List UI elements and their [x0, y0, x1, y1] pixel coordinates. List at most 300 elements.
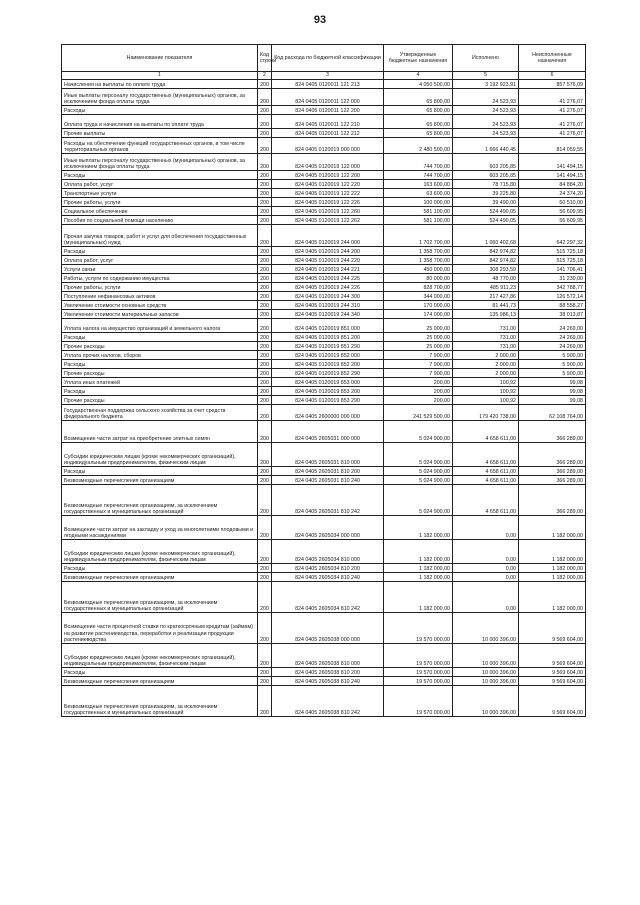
- unexecuted-amount: 141 706,41: [519, 265, 586, 274]
- approved-amount: 65 800,00: [384, 129, 453, 138]
- approved-amount: 200,00: [384, 378, 453, 387]
- unexecuted-amount: 126 572,14: [519, 292, 586, 301]
- executed-amount: 524 490,05: [453, 216, 519, 225]
- executed-amount: 24 523,93: [453, 89, 519, 106]
- indicator-name: Прочая закупка товаров, работ и услуг для обеспечения государственных (муниципальных) нужд: [62, 225, 258, 247]
- unexecuted-amount: 366 289,00: [519, 467, 586, 476]
- indicator-name: Безвозмездные перечисления организациям, за исключением государственных и муниципальных организаций: [62, 582, 258, 613]
- expense-code: 824 0405 0120011 122 200: [272, 106, 384, 115]
- executed-amount: 24 523,93: [453, 129, 519, 138]
- approved-amount: 80 000,00: [384, 274, 453, 283]
- line-code: 200: [258, 115, 272, 129]
- indicator-name: Прочие выплаты: [62, 129, 258, 138]
- indicator-name: Прочие расходы: [62, 396, 258, 405]
- executed-amount: 4 658 611,00: [453, 421, 519, 443]
- table-row: [62, 138, 586, 154]
- indicator-name: Возмещение части затрат на приобретение элитных семян: [62, 421, 258, 443]
- unexecuted-amount: 9 569 604,00: [519, 668, 586, 677]
- indicator-name: Безвозмездные перечисления организациям: [62, 573, 258, 582]
- indicator-name: Безвозмездные перечисления организациям: [62, 677, 258, 686]
- line-code: 200: [258, 540, 272, 564]
- unexecuted-amount: 5 900,00: [519, 360, 586, 369]
- line-code: 200: [258, 342, 272, 351]
- approved-amount: 170 000,00: [384, 301, 453, 310]
- approved-amount: 581 100,00: [384, 216, 453, 225]
- unexecuted-amount: 342 788,77: [519, 283, 586, 292]
- column-number: 2: [258, 72, 272, 80]
- line-code: 200: [258, 283, 272, 292]
- table-row: [62, 443, 586, 467]
- expense-code: 824 0405 2605031 810 000: [272, 443, 384, 467]
- line-code: 200: [258, 216, 272, 225]
- expense-code: 824 0405 0120011 121 213: [272, 80, 384, 89]
- executed-amount: 48 770,00: [453, 274, 519, 283]
- indicator-name: Начисления на выплаты по оплате труда: [62, 80, 258, 89]
- executed-amount: 731,00: [453, 342, 519, 351]
- expense-code: 824 0405 2605034 810 000: [272, 540, 384, 564]
- executed-amount: 135 986,13: [453, 310, 519, 319]
- expense-code: 824 0405 0120019 122 200: [272, 171, 384, 180]
- table-row: [62, 476, 586, 485]
- expense-code: 824 0405 0120019 244 200: [272, 247, 384, 256]
- unexecuted-amount: 99,08: [519, 387, 586, 396]
- line-code: 200: [258, 686, 272, 717]
- line-code: 200: [258, 310, 272, 319]
- expense-code: 824 0405 0120019 853 000: [272, 378, 384, 387]
- table-row: [62, 319, 586, 333]
- indicator-name: Субсидии юридическим лицам (кроме некоммерческих организаций), индивидуальным предпринимателям, физическим лицам: [62, 540, 258, 564]
- line-code: 200: [258, 333, 272, 342]
- table-row: [62, 564, 586, 573]
- table-row: [62, 274, 586, 283]
- executed-amount: 2 000,00: [453, 369, 519, 378]
- table-row: [62, 342, 586, 351]
- unexecuted-amount: 5 900,00: [519, 369, 586, 378]
- indicator-name: Государственная поддержка сельского хозяйства за счет средств федерального бюджета: [62, 405, 258, 421]
- executed-amount: 100,92: [453, 396, 519, 405]
- table-row: [62, 516, 586, 540]
- expense-code: 824 0405 0120019 122 260: [272, 207, 384, 216]
- table-row: [62, 292, 586, 301]
- unexecuted-amount: 9 569 604,00: [519, 613, 586, 644]
- table-row: [62, 686, 586, 717]
- expense-code: 824 0405 0120019 122 222: [272, 189, 384, 198]
- line-code: 200: [258, 485, 272, 516]
- table-row: [62, 351, 586, 360]
- approved-amount: 4 050 500,00: [384, 80, 453, 89]
- unexecuted-amount: 9 569 604,00: [519, 677, 586, 686]
- expense-code: 824 0405 0120019 244 221: [272, 265, 384, 274]
- unexecuted-amount: 41 276,07: [519, 89, 586, 106]
- table-row: [62, 677, 586, 686]
- column-number: 4: [384, 72, 453, 80]
- indicator-name: Поступление нефинансовых активов: [62, 292, 258, 301]
- indicator-name: Работы, услуги по содержанию имущества: [62, 274, 258, 283]
- indicator-name: Уплата иных платежей: [62, 378, 258, 387]
- executed-amount: 1 060 402,68: [453, 225, 519, 247]
- approved-amount: 7 900,00: [384, 369, 453, 378]
- line-code: 200: [258, 351, 272, 360]
- unexecuted-amount: 41 276,07: [519, 129, 586, 138]
- table-row: [62, 283, 586, 292]
- table-row: [62, 485, 586, 516]
- expense-code: 824 0405 0120019 244 300: [272, 292, 384, 301]
- expense-code: 824 0405 0120011 122 000: [272, 89, 384, 106]
- unexecuted-amount: 5 900,00: [519, 351, 586, 360]
- indicator-name: Пособия по социальной помощи населению: [62, 216, 258, 225]
- header-unexecuted: Неисполненные назначения: [519, 45, 586, 72]
- unexecuted-amount: 24 269,00: [519, 319, 586, 333]
- unexecuted-amount: 1 182 000,00: [519, 573, 586, 582]
- line-code: 200: [258, 467, 272, 476]
- line-code: 200: [258, 89, 272, 106]
- table-row: [62, 154, 586, 171]
- header-row: [62, 45, 586, 72]
- indicator-name: Социальное обеспечение: [62, 207, 258, 216]
- unexecuted-amount: 24 269,00: [519, 333, 586, 342]
- executed-amount: 217 427,86: [453, 292, 519, 301]
- executed-amount: 10 000 396,00: [453, 613, 519, 644]
- line-code: 200: [258, 613, 272, 644]
- line-code: 200: [258, 180, 272, 189]
- unexecuted-amount: 366 289,00: [519, 443, 586, 467]
- unexecuted-amount: 1 182 000,00: [519, 582, 586, 613]
- indicator-name: Прочие расходы: [62, 342, 258, 351]
- approved-amount: 241 529 500,00: [384, 405, 453, 421]
- expense-code: 824 0405 0120019 244 340: [272, 310, 384, 319]
- approved-amount: 581 100,00: [384, 207, 453, 216]
- column-number-row: [62, 72, 586, 80]
- approved-amount: 1 702 700,00: [384, 225, 453, 247]
- approved-amount: 200,00: [384, 396, 453, 405]
- unexecuted-amount: 366 289,00: [519, 485, 586, 516]
- page-number: 93: [313, 14, 327, 26]
- approved-amount: 1 182 000,00: [384, 582, 453, 613]
- expense-code: 824 0405 2605034 810 242: [272, 582, 384, 613]
- line-code: 200: [258, 573, 272, 582]
- executed-amount: 0,00: [453, 573, 519, 582]
- approved-amount: 65 800,00: [384, 106, 453, 115]
- table-row: [62, 378, 586, 387]
- executed-amount: 24 523,93: [453, 115, 519, 129]
- expense-code: 824 0405 2605031 810 242: [272, 485, 384, 516]
- approved-amount: 25 000,00: [384, 333, 453, 342]
- executed-amount: 39 225,80: [453, 189, 519, 198]
- table-row: [62, 198, 586, 207]
- approved-amount: 2 480 500,00: [384, 138, 453, 154]
- executed-amount: 308 293,59: [453, 265, 519, 274]
- expense-code: 824 0405 0120019 853 290: [272, 396, 384, 405]
- line-code: 200: [258, 396, 272, 405]
- unexecuted-amount: 38 013,87: [519, 310, 586, 319]
- indicator-name: Субсидии юридическим лицам (кроме некоммерческих организаций), индивидуальным предпринимателям, физическим лицам: [62, 443, 258, 467]
- table-row: [62, 171, 586, 180]
- unexecuted-amount: 56 609,95: [519, 207, 586, 216]
- approved-amount: 1 182 000,00: [384, 564, 453, 573]
- executed-amount: 524 490,05: [453, 207, 519, 216]
- unexecuted-amount: 515 725,18: [519, 256, 586, 265]
- unexecuted-amount: 56 609,95: [519, 216, 586, 225]
- indicator-name: Услуги связи: [62, 265, 258, 274]
- unexecuted-amount: 366 289,00: [519, 476, 586, 485]
- executed-amount: 603 205,85: [453, 154, 519, 171]
- table-row: [62, 106, 586, 115]
- table-row: [62, 189, 586, 198]
- line-code: 200: [258, 106, 272, 115]
- line-code: 200: [258, 387, 272, 396]
- unexecuted-amount: 141 494,15: [519, 154, 586, 171]
- unexecuted-amount: 9 569 604,00: [519, 686, 586, 717]
- executed-amount: 2 000,00: [453, 360, 519, 369]
- expense-code: 824 0405 0120019 244 000: [272, 225, 384, 247]
- line-code: 200: [258, 378, 272, 387]
- table-row: [62, 265, 586, 274]
- line-code: 200: [258, 644, 272, 668]
- executed-amount: 0,00: [453, 540, 519, 564]
- line-code: 200: [258, 274, 272, 283]
- indicator-name: Увеличение стоимости основных средств: [62, 301, 258, 310]
- table-row: [62, 613, 586, 644]
- table-row: [62, 573, 586, 582]
- table-row: [62, 540, 586, 564]
- executed-amount: 10 000 396,00: [453, 668, 519, 677]
- approved-amount: 7 900,00: [384, 360, 453, 369]
- table-row: [62, 247, 586, 256]
- executed-amount: 100,92: [453, 378, 519, 387]
- indicator-name: Иные выплаты персоналу государственных (муниципальных) органов, за исключением фонда оплаты труда: [62, 154, 258, 171]
- indicator-name: Расходы: [62, 247, 258, 256]
- line-code: 200: [258, 369, 272, 378]
- table-row: [62, 310, 586, 319]
- approved-amount: 5 024 900,00: [384, 421, 453, 443]
- unexecuted-amount: 814 059,55: [519, 138, 586, 154]
- table-row: [62, 207, 586, 216]
- approved-amount: 1 182 000,00: [384, 516, 453, 540]
- expense-code: 824 0405 0120019 851 200: [272, 333, 384, 342]
- executed-amount: 4 658 611,00: [453, 443, 519, 467]
- approved-amount: 100 000,00: [384, 198, 453, 207]
- unexecuted-amount: 1 182 000,00: [519, 540, 586, 564]
- executed-amount: 78 715,80: [453, 180, 519, 189]
- line-code: 200: [258, 154, 272, 171]
- executed-amount: 0,00: [453, 564, 519, 573]
- indicator-name: Расходы: [62, 333, 258, 342]
- unexecuted-amount: 24 269,00: [519, 342, 586, 351]
- line-code: 200: [258, 443, 272, 467]
- indicator-name: Оплата работ, услуг: [62, 180, 258, 189]
- unexecuted-amount: 60 510,00: [519, 198, 586, 207]
- expense-code: 824 0405 0120011 122 212: [272, 129, 384, 138]
- approved-amount: 163 600,00: [384, 180, 453, 189]
- indicator-name: Прочие работы, услуги: [62, 283, 258, 292]
- table-row: [62, 115, 586, 129]
- indicator-name: Оплата работ, услуг: [62, 256, 258, 265]
- table-row: [62, 216, 586, 225]
- approved-amount: 1 358 700,00: [384, 247, 453, 256]
- unexecuted-amount: 642 297,32: [519, 225, 586, 247]
- indicator-name: Расходы: [62, 467, 258, 476]
- indicator-name: Транспортные услуги: [62, 189, 258, 198]
- approved-amount: 5 024 900,00: [384, 476, 453, 485]
- table-row: [62, 89, 586, 106]
- expense-code: 824 0405 0120019 244 220: [272, 256, 384, 265]
- indicator-name: Безвозмездные перечисления организациям, за исключением государственных и муниципальных организаций: [62, 485, 258, 516]
- executed-amount: 0,00: [453, 582, 519, 613]
- approved-amount: 744 700,00: [384, 171, 453, 180]
- approved-amount: 344 000,00: [384, 292, 453, 301]
- table-row: [62, 129, 586, 138]
- executed-amount: 179 420 738,00: [453, 405, 519, 421]
- executed-amount: 39 490,00: [453, 198, 519, 207]
- column-number: 3: [272, 72, 384, 80]
- expense-code: 824 0405 0120019 853 200: [272, 387, 384, 396]
- unexecuted-amount: 99,08: [519, 396, 586, 405]
- indicator-name: Уплата прочих налогов, сборов: [62, 351, 258, 360]
- line-code: 200: [258, 265, 272, 274]
- header-indicator-name: Наименование показателя: [62, 45, 258, 72]
- line-code: 200: [258, 292, 272, 301]
- unexecuted-amount: 1 182 000,00: [519, 564, 586, 573]
- unexecuted-amount: 41 276,07: [519, 115, 586, 129]
- expense-code: 824 0405 2605038 000 000: [272, 613, 384, 644]
- expense-code: 824 0405 0120019 852 200: [272, 360, 384, 369]
- line-code: 200: [258, 171, 272, 180]
- indicator-name: Иные выплаты персоналу государственных (муниципальных) органов, за исключением фонда оплаты труда: [62, 89, 258, 106]
- table-row: [62, 360, 586, 369]
- expense-code: 824 0405 0120019 852 000: [272, 351, 384, 360]
- executed-amount: 24 523,93: [453, 106, 519, 115]
- indicator-name: Возмещение части процентной ставки по краткосрочным кредитам (займам) на развитие растениеводства, переработки и реализации продукции растениеводства: [62, 613, 258, 644]
- unexecuted-amount: 99,08: [519, 378, 586, 387]
- indicator-name: Уплата налога на имущество организаций и земельного налога: [62, 319, 258, 333]
- expense-code: 824 0405 2605031 000 000: [272, 421, 384, 443]
- expense-code: 824 0405 0120019 244 310: [272, 301, 384, 310]
- expense-code: 824 0405 0120019 122 226: [272, 198, 384, 207]
- expense-code: 824 0405 0120019 244 225: [272, 274, 384, 283]
- expense-code: 824 0405 0120011 122 210: [272, 115, 384, 129]
- executed-amount: 485 911,23: [453, 283, 519, 292]
- table-row: [62, 396, 586, 405]
- approved-amount: 19 570 000,00: [384, 668, 453, 677]
- table-row: [62, 180, 586, 189]
- line-code: 200: [258, 677, 272, 686]
- unexecuted-amount: 1 182 000,00: [519, 516, 586, 540]
- unexecuted-amount: 515 725,18: [519, 247, 586, 256]
- executed-amount: 731,00: [453, 333, 519, 342]
- expense-code: 824 0405 0120019 852 290: [272, 369, 384, 378]
- approved-amount: 200,00: [384, 387, 453, 396]
- table-row: [62, 668, 586, 677]
- line-code: 200: [258, 421, 272, 443]
- expense-code: 824 0405 0120019 122 220: [272, 180, 384, 189]
- table-row: [62, 387, 586, 396]
- expense-code: 824 0405 2605034 810 200: [272, 564, 384, 573]
- expense-code: 824 0405 2605038 810 240: [272, 677, 384, 686]
- indicator-name: Расходы: [62, 387, 258, 396]
- header-executed: Исполнено: [453, 45, 519, 72]
- expense-code: 824 0405 0120019 851 000: [272, 319, 384, 333]
- line-code: 200: [258, 256, 272, 265]
- line-code: 200: [258, 80, 272, 89]
- approved-amount: 19 570 000,00: [384, 613, 453, 644]
- executed-amount: 603 205,85: [453, 171, 519, 180]
- executed-amount: 100,92: [453, 387, 519, 396]
- executed-amount: 10 000 396,00: [453, 686, 519, 717]
- line-code: 200: [258, 668, 272, 677]
- line-code: 200: [258, 405, 272, 421]
- unexecuted-amount: 62 108 764,00: [519, 405, 586, 421]
- unexecuted-amount: 141 494,15: [519, 171, 586, 180]
- table-body: [62, 80, 586, 717]
- indicator-name: Оплата труда и начисления на выплаты по оплате труда: [62, 115, 258, 129]
- expense-code: 824 0405 2605034 000 000: [272, 516, 384, 540]
- executed-amount: 4 658 611,00: [453, 476, 519, 485]
- line-code: 200: [258, 516, 272, 540]
- table-row: [62, 421, 586, 443]
- line-code: 200: [258, 225, 272, 247]
- executed-amount: 842 974,82: [453, 247, 519, 256]
- indicator-name: Расходы: [62, 564, 258, 573]
- table-row: [62, 301, 586, 310]
- expense-code: 824 0405 2605031 810 200: [272, 467, 384, 476]
- line-code: 200: [258, 564, 272, 573]
- expense-code: 824 0405 0120019 000 000: [272, 138, 384, 154]
- indicator-name: Возмещение части затрат на закладку и уход за многолетними плодовыми и ягодными насаждениями: [62, 516, 258, 540]
- executed-amount: 4 658 611,00: [453, 467, 519, 476]
- line-code: 200: [258, 198, 272, 207]
- table-row: [62, 256, 586, 265]
- budget-execution-table: [61, 44, 586, 717]
- table-row: [62, 225, 586, 247]
- executed-amount: 842 974,82: [453, 256, 519, 265]
- line-code: 200: [258, 360, 272, 369]
- unexecuted-amount: 84 884,20: [519, 180, 586, 189]
- indicator-name: Прочие работы, услуги: [62, 198, 258, 207]
- column-number: 1: [62, 72, 258, 80]
- executed-amount: 1 666 440,45: [453, 138, 519, 154]
- indicator-name: Расходы: [62, 668, 258, 677]
- expense-code: 824 0405 2600000 000 000: [272, 405, 384, 421]
- line-code: 200: [258, 189, 272, 198]
- indicator-name: Прочие расходы: [62, 369, 258, 378]
- approved-amount: 19 570 000,00: [384, 686, 453, 717]
- table-row: [62, 333, 586, 342]
- approved-amount: 25 000,00: [384, 319, 453, 333]
- unexecuted-amount: 24 374,20: [519, 189, 586, 198]
- approved-amount: 1 358 700,00: [384, 256, 453, 265]
- approved-amount: 174 000,00: [384, 310, 453, 319]
- line-code: 200: [258, 247, 272, 256]
- approved-amount: 63 600,00: [384, 189, 453, 198]
- approved-amount: 65 800,00: [384, 89, 453, 106]
- table-row: [62, 644, 586, 668]
- approved-amount: 1 182 000,00: [384, 540, 453, 564]
- line-code: 200: [258, 207, 272, 216]
- indicator-name: Субсидии юридическим лицам (кроме некоммерческих организаций), индивидуальным предпринимателям, физическим лицам: [62, 644, 258, 668]
- approved-amount: 5 024 900,00: [384, 443, 453, 467]
- indicator-name: Увеличение стоимости материальных запасов: [62, 310, 258, 319]
- unexecuted-amount: 366 289,00: [519, 421, 586, 443]
- unexecuted-amount: 41 276,07: [519, 106, 586, 115]
- indicator-name: Расходы: [62, 106, 258, 115]
- header-expense-code: Код расхода по бюджетной классификации: [272, 45, 384, 72]
- executed-amount: 731,00: [453, 319, 519, 333]
- executed-amount: 3 192 923,91: [453, 80, 519, 89]
- table-row: [62, 467, 586, 476]
- column-number: 6: [519, 72, 586, 80]
- executed-amount: 2 000,00: [453, 351, 519, 360]
- approved-amount: 450 000,00: [384, 265, 453, 274]
